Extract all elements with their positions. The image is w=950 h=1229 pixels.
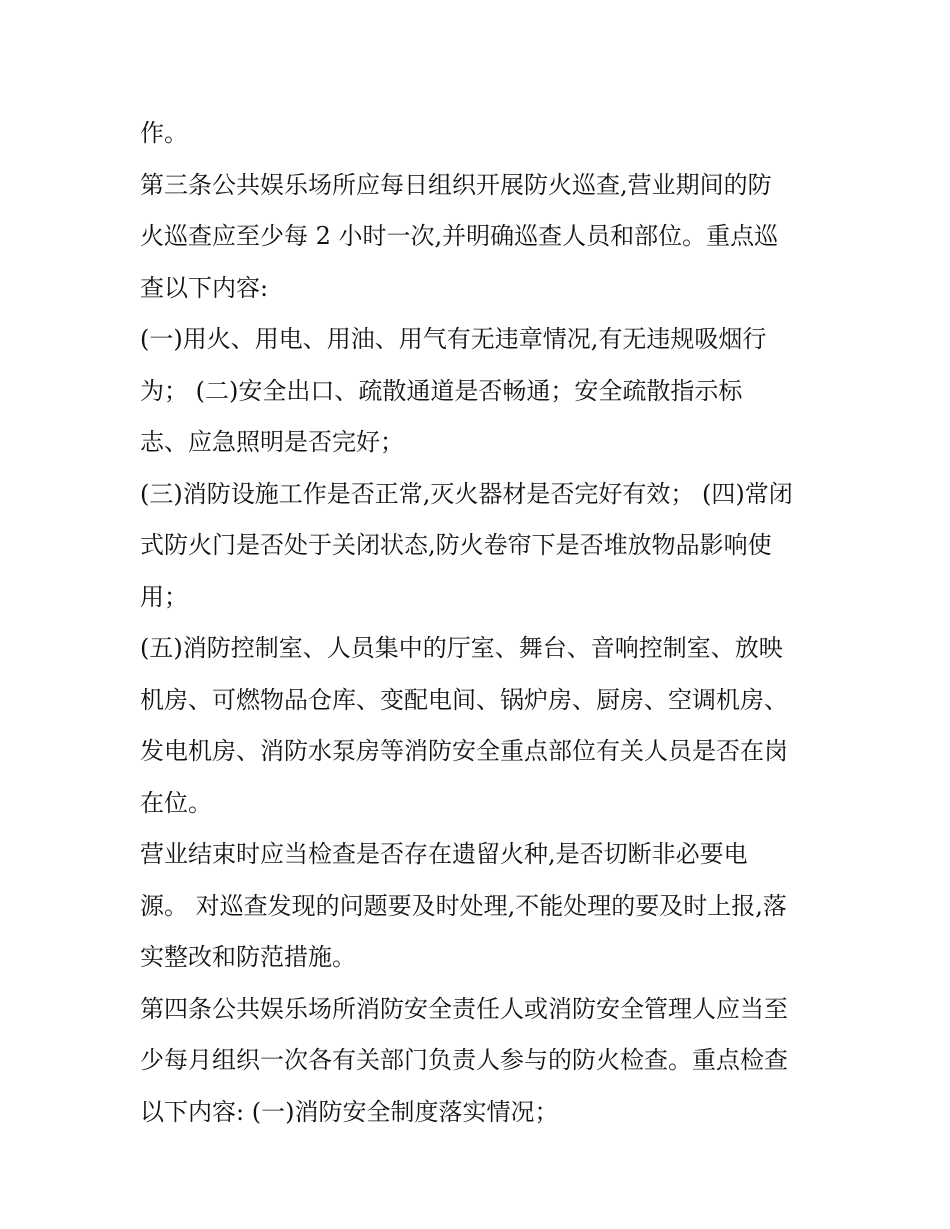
text-line: 作。 [140,119,188,147]
document-body-text [140,108,820,1138]
text-line: 营业结束时应当检查是否存在遗留火种,是否切断非必要电 [140,840,748,868]
text-line: (一)用火、用电、用油、用气有无违章情况,有无违规吸烟行 [140,325,767,353]
text-line: (五)消防控制室、人员集中的厅室、舞台、音响控制室、放映 [140,634,783,662]
text-line: 为； (二)安全出口、疏散通道是否畅通；安全疏散指示标 [140,376,743,405]
text-line: 源。 对巡查发现的问题要及时处理,不能处理的要及时上报,落 [140,891,787,920]
text-line: 第四条公共娱乐场所消防安全责任人或消防安全管理人应当至 [140,994,788,1023]
text-line: 用； [140,582,188,611]
text-line: 火巡查应至少每 2 小时一次,并明确巡查人员和部位。重点巡 [140,222,779,250]
text-line: 查以下内容: [140,273,269,302]
text-line: 式防火门是否处于关闭状态,防火卷帘下是否堆放物品影响使 [140,531,772,559]
text-line: 机房、可燃物品仓库、变配电间、锅炉房、厨房、空调机房、 [140,685,788,714]
text-line: 少每月组织一次各有关部门负责人参与的防火检查。重点检查 [140,1046,788,1074]
text-line: 发电机房、消防水泵房等消防安全重点部位有关人员是否在岗 [140,737,788,765]
text-line: 在位。 [140,788,212,817]
text-line: (三)消防设施工作是否正常,灭火器材是否完好有效； (四)常闭 [140,479,793,508]
text-line: 志、应急照明是否完好； [140,428,404,456]
text-line: 实整改和防范措施。 [140,943,356,971]
text-line: 第三条公共娱乐场所应每日组织开展防火巡查,营业期间的防 [140,170,772,199]
text-line: 以下内容: (一)消防安全制度落实情况； [140,1097,559,1126]
